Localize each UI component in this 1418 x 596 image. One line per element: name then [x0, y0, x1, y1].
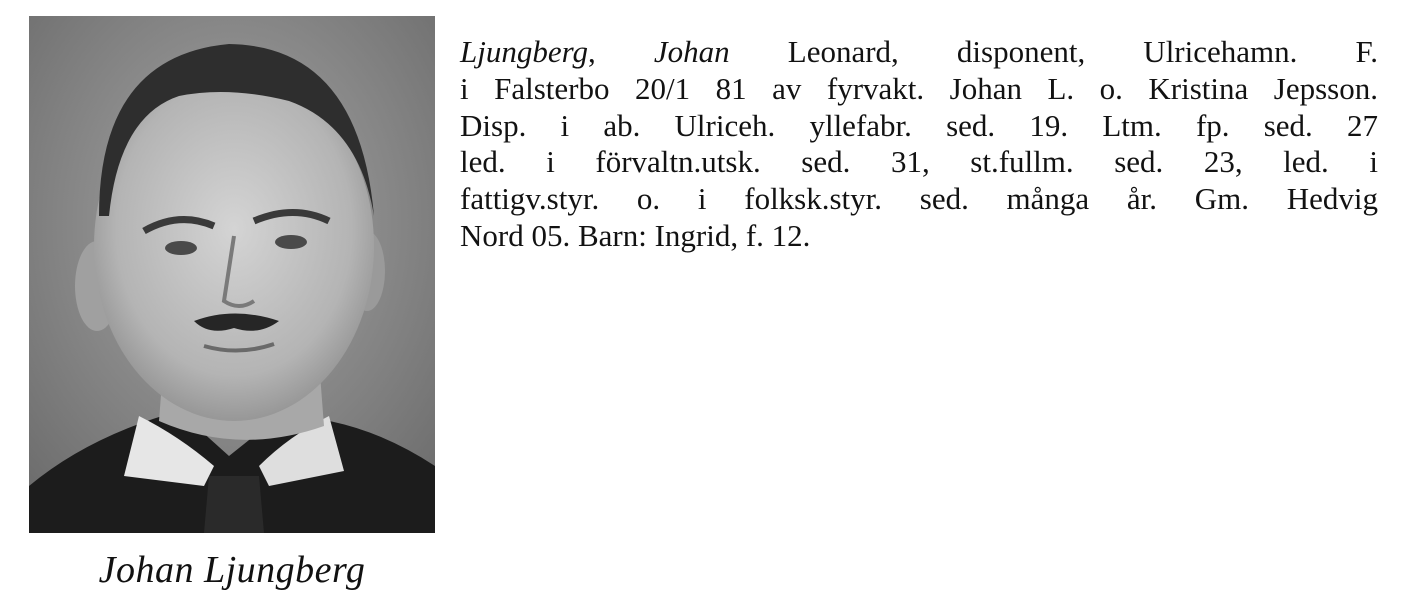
portrait-caption: Johan Ljungberg — [98, 549, 366, 591]
entry-line-1-text: Leonard, disponent, Ulricehamn. F. — [729, 34, 1378, 69]
entry-given-name: Johan — [653, 34, 730, 69]
portrait-photo — [29, 16, 435, 533]
entry-line-1: Ljungberg, Johan Leonard, disponent, Ulricehamn. F. — [460, 34, 1378, 69]
entry-line-5: fattigv.styr. o. i folksk.styr. sed. många år. Gm. Hedvig — [460, 181, 1378, 217]
entry-line-3: Disp. i ab. Ulriceh. yllefabr. sed. 19. Ltm. fp. sed. 27 — [460, 107, 1378, 143]
entry-line-4: led. i förvaltn.utsk. sed. 31, st.fullm. sed. 23, led. i — [460, 144, 1378, 180]
entry-line-2: i Falsterbo 20/1 81 av fyrvakt. Johan L. o. Kristina Jepsson. — [460, 70, 1378, 106]
entry-surname: Ljungberg — [460, 34, 589, 69]
biography-entry — [460, 34, 1378, 255]
entry-line-6: Nord 05. Barn: Ingrid, f. 12. — [460, 217, 811, 253]
